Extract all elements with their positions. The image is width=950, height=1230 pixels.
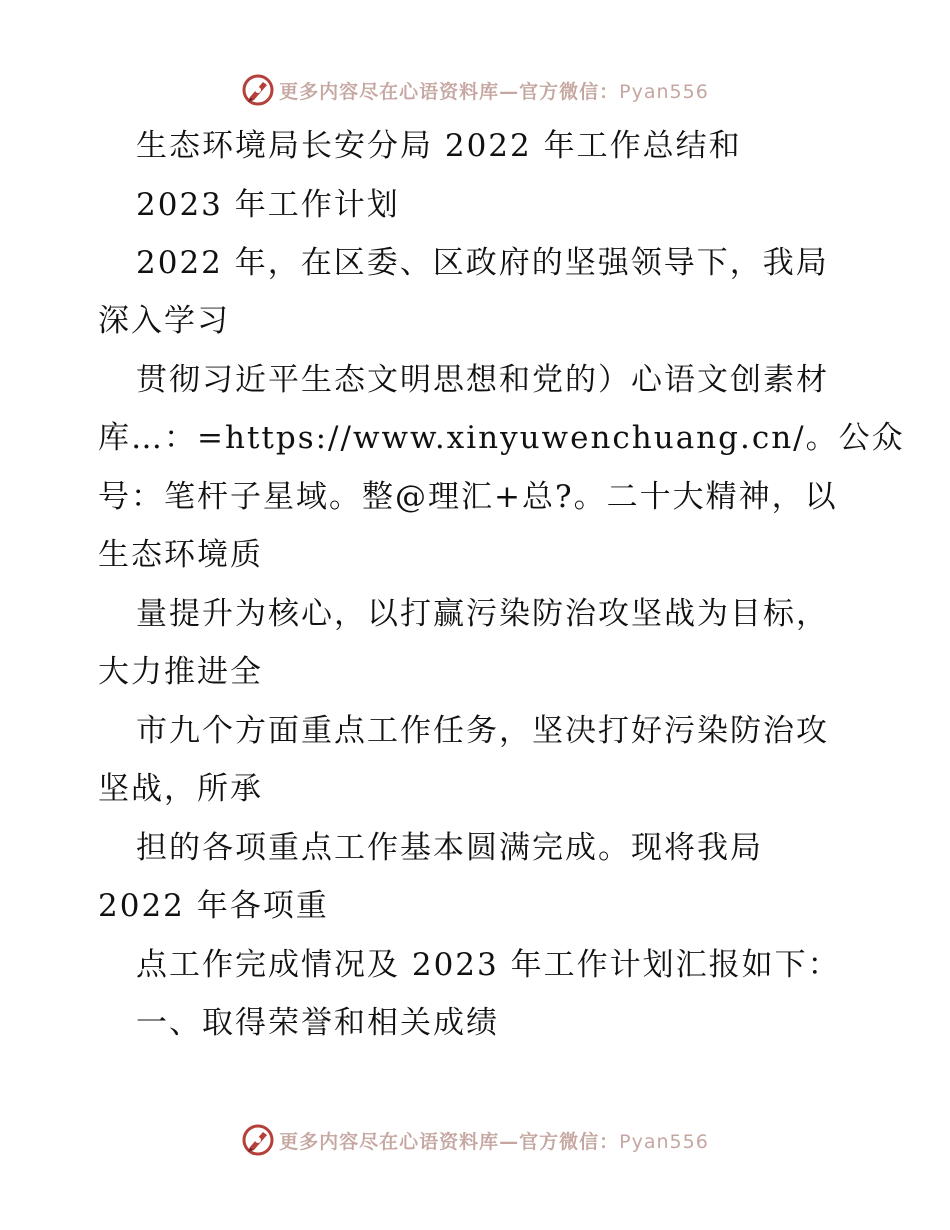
paragraph-line: 深入学习 bbox=[98, 303, 230, 339]
section-heading: 一、取得荣誉和相关成绩 bbox=[136, 1005, 499, 1041]
paragraph-line: 市九个方面重点工作任务，坚决打好污染防治攻 bbox=[136, 713, 829, 749]
paragraph-line: 量提升为核心，以打赢污染防治攻坚战为目标， bbox=[136, 596, 829, 632]
doc-title-line-2: 2023 年工作计划 bbox=[136, 187, 400, 223]
brush-logo-icon bbox=[241, 1123, 275, 1157]
paragraph-line: 生态环境质 bbox=[98, 537, 263, 573]
brush-logo-icon bbox=[241, 73, 275, 107]
watermark-text: 更多内容尽在心语资料库—官方微信：Pyan556 bbox=[279, 1130, 709, 1153]
paragraph-line: 库…：=https://www.xinyuwenchuang.cn/。公众 bbox=[98, 420, 905, 456]
paragraph-line: 点工作完成情况及 2023 年工作计划汇报如下： bbox=[136, 947, 841, 983]
watermark-wechat-id: Pyan556 bbox=[619, 1130, 709, 1153]
doc-title-line-1: 生态环境局长安分局 2022 年工作总结和 bbox=[136, 128, 742, 164]
watermark-text: 更多内容尽在心语资料库—官方微信：Pyan556 bbox=[279, 80, 709, 103]
paragraph-line: 贯彻习近平生态文明思想和党的）心语文创素材 bbox=[136, 362, 829, 398]
header-watermark bbox=[0, 70, 950, 110]
watermark-wechat-id: Pyan556 bbox=[619, 80, 709, 103]
paragraph-line: 坚战，所承 bbox=[98, 771, 263, 807]
paragraph-line: 号：笔杆子星域。整@理汇+总?。二十大精神，以 bbox=[98, 479, 838, 515]
footer-watermark bbox=[0, 1120, 950, 1160]
paragraph-line: 担的各项重点工作基本圆满完成。现将我局 bbox=[136, 830, 763, 866]
paragraph-line: 2022 年，在区委、区政府的坚强领导下，我局 bbox=[136, 245, 829, 281]
paragraph-line: 2022 年各项重 bbox=[98, 888, 329, 924]
paragraph-line: 大力推进全 bbox=[98, 654, 263, 690]
